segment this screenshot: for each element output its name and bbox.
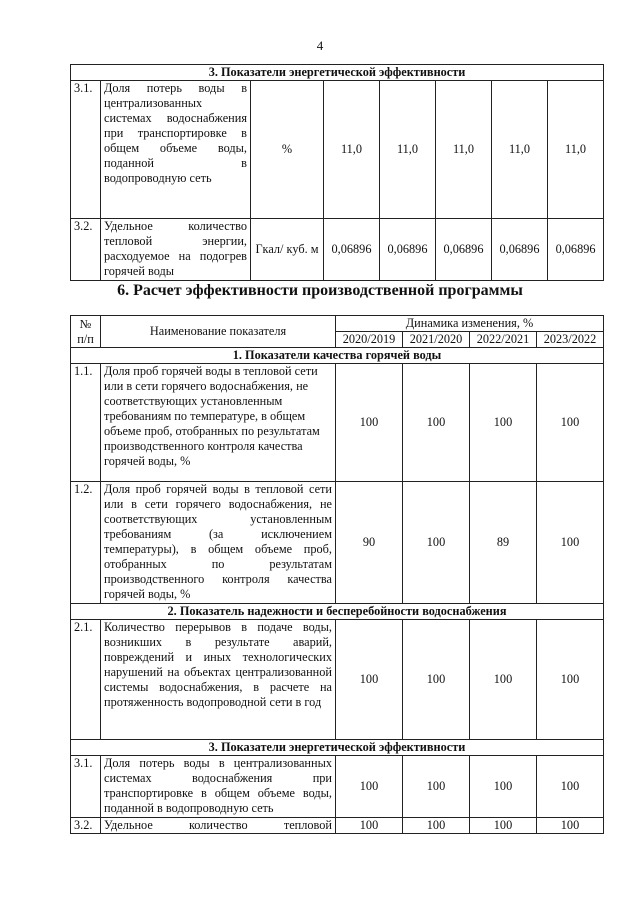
value-cell: 0,06896: [548, 219, 604, 281]
section-title: 3. Показатели энергетической эффективности: [71, 740, 604, 756]
value-cell: 100: [470, 756, 537, 818]
indicator-name: Доля проб горячей воды в тепловой сети или в сети горячего водоснабжения, не соответствующих установленным требованиям по температуре, в общем объеме проб, отобранных по результатам производственного контроля качества горячей воды, %: [101, 364, 336, 482]
indicator-name: Количество перерывов в подаче воды, возникших в результате аварий, повреждений и иных технологических нарушений на объектах централизованной системы водоснабжения, в расчете на протяженность водопроводной сети в год: [101, 620, 336, 740]
table-row: [71, 620, 604, 740]
header-year: 2020/2019: [336, 332, 403, 348]
header-year: 2023/2022: [537, 332, 604, 348]
value-cell: 100: [537, 482, 604, 604]
unit: %: [251, 81, 324, 219]
value-cell: 100: [537, 818, 604, 834]
value-cell: 100: [537, 364, 604, 482]
indicator-name: Доля потерь воды в централизованных системах водоснабжения при транспортировке в общем объеме воды, поданной в водопроводную сеть: [101, 81, 251, 219]
row-number: 3.1.: [71, 756, 101, 818]
header-dynamics: Динамика изменения, %: [336, 316, 604, 332]
value-cell: 100: [336, 756, 403, 818]
value-cell: 11,0: [436, 81, 492, 219]
value-cell: 100: [537, 756, 604, 818]
value-cell: 100: [470, 620, 537, 740]
value-cell: 0,06896: [324, 219, 380, 281]
indicator-name: Удельное количество тепловой энергии, расходуемое на подогрев горячей воды: [101, 219, 251, 281]
value-cell: 0,06896: [492, 219, 548, 281]
energy-efficiency-table: [70, 64, 604, 281]
unit: Гкал/ куб. м: [251, 219, 324, 281]
value-cell: 90: [336, 482, 403, 604]
row-number: 3.1.: [71, 81, 101, 219]
section-title: 2. Показатель надежности и бесперебойности водоснабжения: [71, 604, 604, 620]
header-year: 2022/2021: [470, 332, 537, 348]
indicator-name: Доля потерь воды в централизованных системах водоснабжения при транспортировке в общем объеме воды, поданной в водопроводную сеть: [101, 756, 336, 818]
value-cell: 100: [336, 620, 403, 740]
value-cell: 0,06896: [436, 219, 492, 281]
table-row: [71, 756, 604, 818]
value-cell: 100: [336, 364, 403, 482]
value-cell: 100: [403, 364, 470, 482]
table-row: [71, 219, 604, 281]
row-number: 3.2.: [71, 818, 101, 834]
efficiency-calculation-table: [70, 315, 604, 834]
value-cell: 100: [537, 620, 604, 740]
value-cell: 100: [336, 818, 403, 834]
table-row: [71, 364, 604, 482]
row-number: 1.2.: [71, 482, 101, 604]
value-cell: 11,0: [548, 81, 604, 219]
indicator-name: Удельное количество тепловой: [101, 818, 336, 834]
value-cell: 100: [403, 756, 470, 818]
page-number: 4: [316, 38, 324, 53]
header-year: 2021/2020: [403, 332, 470, 348]
value-cell: 100: [470, 818, 537, 834]
value-cell: 100: [403, 818, 470, 834]
value-cell: 89: [470, 482, 537, 604]
header-name: Наименование показателя: [101, 316, 336, 348]
row-number: 2.1.: [71, 620, 101, 740]
value-cell: 0,06896: [380, 219, 436, 281]
header-number: № п/п: [71, 316, 101, 348]
value-cell: 11,0: [324, 81, 380, 219]
value-cell: 100: [403, 620, 470, 740]
value-cell: 11,0: [380, 81, 436, 219]
row-number: 1.1.: [71, 364, 101, 482]
value-cell: 11,0: [492, 81, 548, 219]
value-cell: 100: [470, 364, 537, 482]
table-row: [71, 818, 604, 834]
table-row: [71, 81, 604, 219]
indicator-name: Доля проб горячей воды в тепловой сети или в сети горячего водоснабжения, не соответствующих установленным требованиям (за исключением температуры), в общем объеме проб, отобранных по результатам производственного контроля качества горячей воды, %: [101, 482, 336, 604]
value-cell: 100: [403, 482, 470, 604]
section-title: 3. Показатели энергетической эффективности: [71, 65, 604, 81]
table-row: [71, 482, 604, 604]
row-number: 3.2.: [71, 219, 101, 281]
section-title: 1. Показатели качества горячей воды: [71, 348, 604, 364]
section-heading: 6. Расчет эффективности производственной программы: [117, 282, 523, 299]
